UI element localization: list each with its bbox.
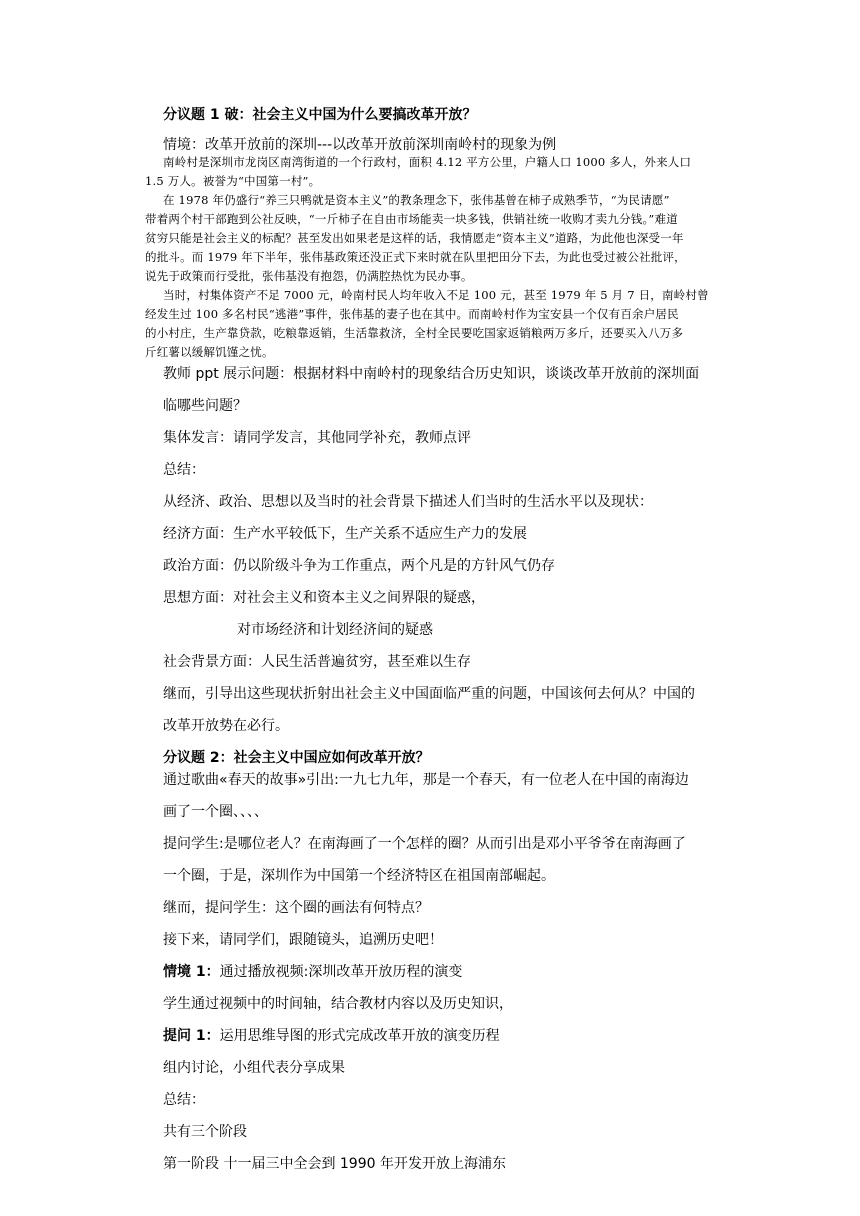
material-line: 当时，村集体资产不足 7000 元，岭南村民人均年收入不足 100 元，甚至 1979 年 5 月 7 日，南岭村曾 [163,288,709,302]
ask-students-cont: 一个圈，于是，深圳作为中国第一个经济特区在祖国南部崛起。 [163,868,555,884]
summary-label-2: 总结： [163,1092,205,1108]
section1-heading: 分议题 1 破：社会主义中国为什么要搞改革开放？ [163,107,477,123]
material-line: 带着两个村干部跑到公社反映，“一斤柿子在自由市场能卖一块多钱，供销社统一收购才卖九分钱。”难道 [145,212,678,226]
material-line: 南岭村是深圳市龙岗区南湾街道的一个行政村，面积 4.12 平方公里，户籍人口 1000 多人，外来人口 [163,155,692,169]
summary-intro: 从经济、政治、思想以及当时的社会背景下描述人们当时的生活水平以及现状： [163,494,653,510]
ask-students: 提问学生:是哪位老人？在南海画了一个怎样的圈？从而引出是邓小平爷爷在南海画了 [163,836,686,852]
next-step: 接下来，请同学们，跟随镜头，追溯历史吧！ [163,932,443,948]
question-1 [163,1025,500,1045]
collective-discussion: 集体发言：请同学发言，其他同学补充，教师点评 [163,430,471,446]
material-line: 的小村庄，生产靠贷款，吃粮靠返销，生活靠救济，全村全民要吃国家返销粮两万多斤，还要买入八万多 [145,326,684,340]
group-discussion: 组内讨论，小组代表分享成果 [163,1060,345,1076]
material-line: 在 1978 年仍盛行“养三只鸭就是资本主义”的教条理念下，张伟基曾在柿子成熟季节，“为民请愿” [163,193,670,207]
question-1-label: 提问 1： [163,1028,220,1044]
material-line: 说先于政策而行受批，张伟基没有抱怨，仍满腔热忱为民办事。 [145,269,473,283]
teacher-question-cont: 临哪些问题？ [163,398,247,414]
summary-label: 总结： [163,462,205,478]
song-intro: 通过歌曲«春天的故事»引出:一九七九年，那是一个春天，有一位老人在中国的南海边 [163,772,689,788]
timeline-note: 学生通过视频中的时间轴，结合教材内容以及历史知识， [163,996,513,1012]
material-line: 的批斗。而 1979 年下半年，张伟基政策还没正式下来时就在队里把田分下去，为此也受过被公社批评， [145,250,686,264]
conclusion: 继而，引导出这些现状折射出社会主义中国面临严重的问题，中国该何去何从？中国的 [163,686,695,702]
scene-1-text: 通过播放视频:深圳改革开放历程的演变 [219,964,463,980]
section2-heading: 分议题 2：社会主义中国应如何改革开放？ [163,750,430,766]
three-stages: 共有三个阶段 [163,1124,247,1140]
section1-situation: 情境：改革开放前的深圳---以改革开放前深圳南岭村的现象为例 [163,137,557,153]
scene-1-label: 情境 1： [163,964,220,980]
question-1-text: 运用思维导图的形式完成改革开放的演变历程 [219,1028,500,1044]
thought-aspect: 思想方面：对社会主义和资本主义之间界限的疑惑， [163,590,485,606]
society-aspect: 社会背景方面：人民生活普遍贫穷，甚至难以生存 [163,654,471,670]
ask-students-2: 继而，提问学生：这个圈的画法有何特点？ [163,900,429,916]
stage-1: 第一阶段 十一届三中全会到 1990 年开发开放上海浦东 [163,1156,506,1172]
material-line: 贫穷只能是社会主义的标配？甚至发出如果老是这样的话，我情愿走“资本主义”道路，为此他也深受一年 [145,231,684,245]
scene-1 [163,961,462,981]
economy-aspect: 经济方面：生产水平较低下，生产关系不适应生产力的发展 [163,526,527,542]
material-line: 1.5 万人。被誉为“中国第一村”。 [145,174,321,188]
thought-aspect-cont: 对市场经济和计划经济间的疑惑 [237,622,433,638]
song-intro-cont: 画了一个圈、、、、 [163,804,268,820]
material-line: 经发生过 100 多名村民“逃港”事件，张伟基的妻子也在其中。而南岭村作为宝安县一个仅有百余户居民 [145,307,679,321]
teacher-question: 教师 ppt 展示问题：根据材料中南岭村的现象结合历史知识，谈谈改革开放前的深圳面 [163,366,700,382]
material-line: 斤红薯以缓解饥馑之忧。 [145,345,274,359]
politics-aspect: 政治方面：仍以阶级斗争为工作重点，两个凡是的方针风气仍存 [163,558,555,574]
conclusion-cont: 改革开放势在必行。 [163,718,289,734]
